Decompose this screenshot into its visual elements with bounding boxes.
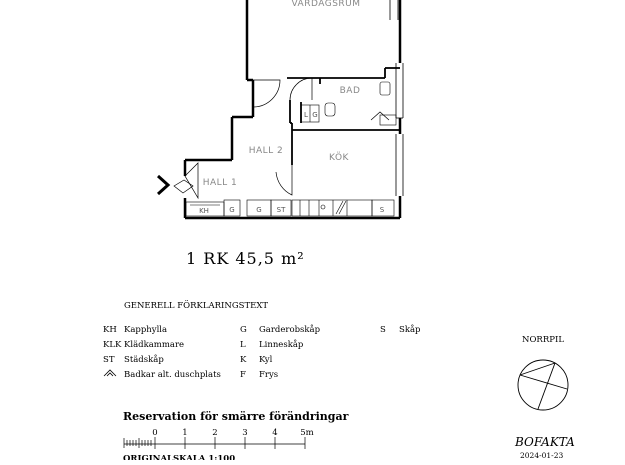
room-label-bad: BAD <box>339 86 361 96</box>
compass-label: NORRPIL <box>522 335 564 345</box>
fixture-label-g1: G <box>229 206 235 214</box>
storage-row <box>186 200 394 216</box>
legend-text: Kapphylla <box>124 325 168 335</box>
scale-bar <box>123 428 314 460</box>
legend-text: Garderobskåp <box>259 325 321 335</box>
legend-code: ST <box>103 355 115 365</box>
north-arrow-icon <box>518 360 568 410</box>
legend-text: Kyl <box>259 355 273 365</box>
room-label-hall-1: HALL 1 <box>202 178 238 188</box>
legend-code: KH <box>103 325 117 335</box>
bathtub-symbol-icon <box>104 370 116 376</box>
door-swings <box>253 78 389 195</box>
legend-heading: GENERELL FÖRKLARINGSTEXT <box>124 301 269 311</box>
legend-code: G <box>240 325 247 335</box>
fixture-label-kh: KH <box>199 207 209 215</box>
room-label-vardagsrum: VARDAGSRUM <box>291 0 361 9</box>
scale-tick-label: 5m <box>300 428 314 438</box>
plan-date: 2024-01-23 <box>520 451 564 460</box>
scale-tick-label: 2 <box>212 428 218 438</box>
scale-tick-label: 4 <box>272 428 278 438</box>
apartment-summary: 1 RK 45,5 m² <box>186 249 305 268</box>
room-label-kok: KÖK <box>329 153 349 163</box>
scale-tick-label: 0 <box>152 428 158 438</box>
sink-icon <box>380 82 390 95</box>
entry-arrow-icon <box>158 176 168 194</box>
fixture-label-s: S <box>379 206 385 214</box>
scale-tick-label: 3 <box>242 428 248 438</box>
legend-code: F <box>240 370 246 380</box>
fixture-label-g2: G <box>256 206 262 214</box>
fixture-label-st: ST <box>276 206 286 214</box>
legend-text: Linneskåp <box>259 340 304 350</box>
legend-text: Frys <box>259 370 279 380</box>
brand-logo: BOFAKTA <box>515 435 575 449</box>
scale-tick-label: 1 <box>182 428 188 438</box>
legend <box>103 299 421 380</box>
toilet-icon <box>325 103 335 116</box>
floor-plan <box>158 0 403 218</box>
fixture-label-g-bad: G <box>312 111 318 119</box>
legend-code: S <box>380 325 386 335</box>
legend-text: Skåp <box>399 325 421 335</box>
legend-text: Städskåp <box>124 355 164 365</box>
fixture-label-l: L <box>304 111 308 119</box>
legend-code: K <box>240 355 247 365</box>
legend-code: KLK <box>103 340 122 350</box>
legend-code: L <box>240 340 246 350</box>
legend-text: Badkar alt. duschplats <box>124 370 221 380</box>
legend-text: Klädkammare <box>124 340 185 350</box>
scale-original-label: ORIGINALSKALA 1:100 <box>123 454 236 460</box>
reservation-note: Reservation för smärre förändringar <box>123 410 349 423</box>
room-label-hall-2: HALL 2 <box>248 146 284 156</box>
